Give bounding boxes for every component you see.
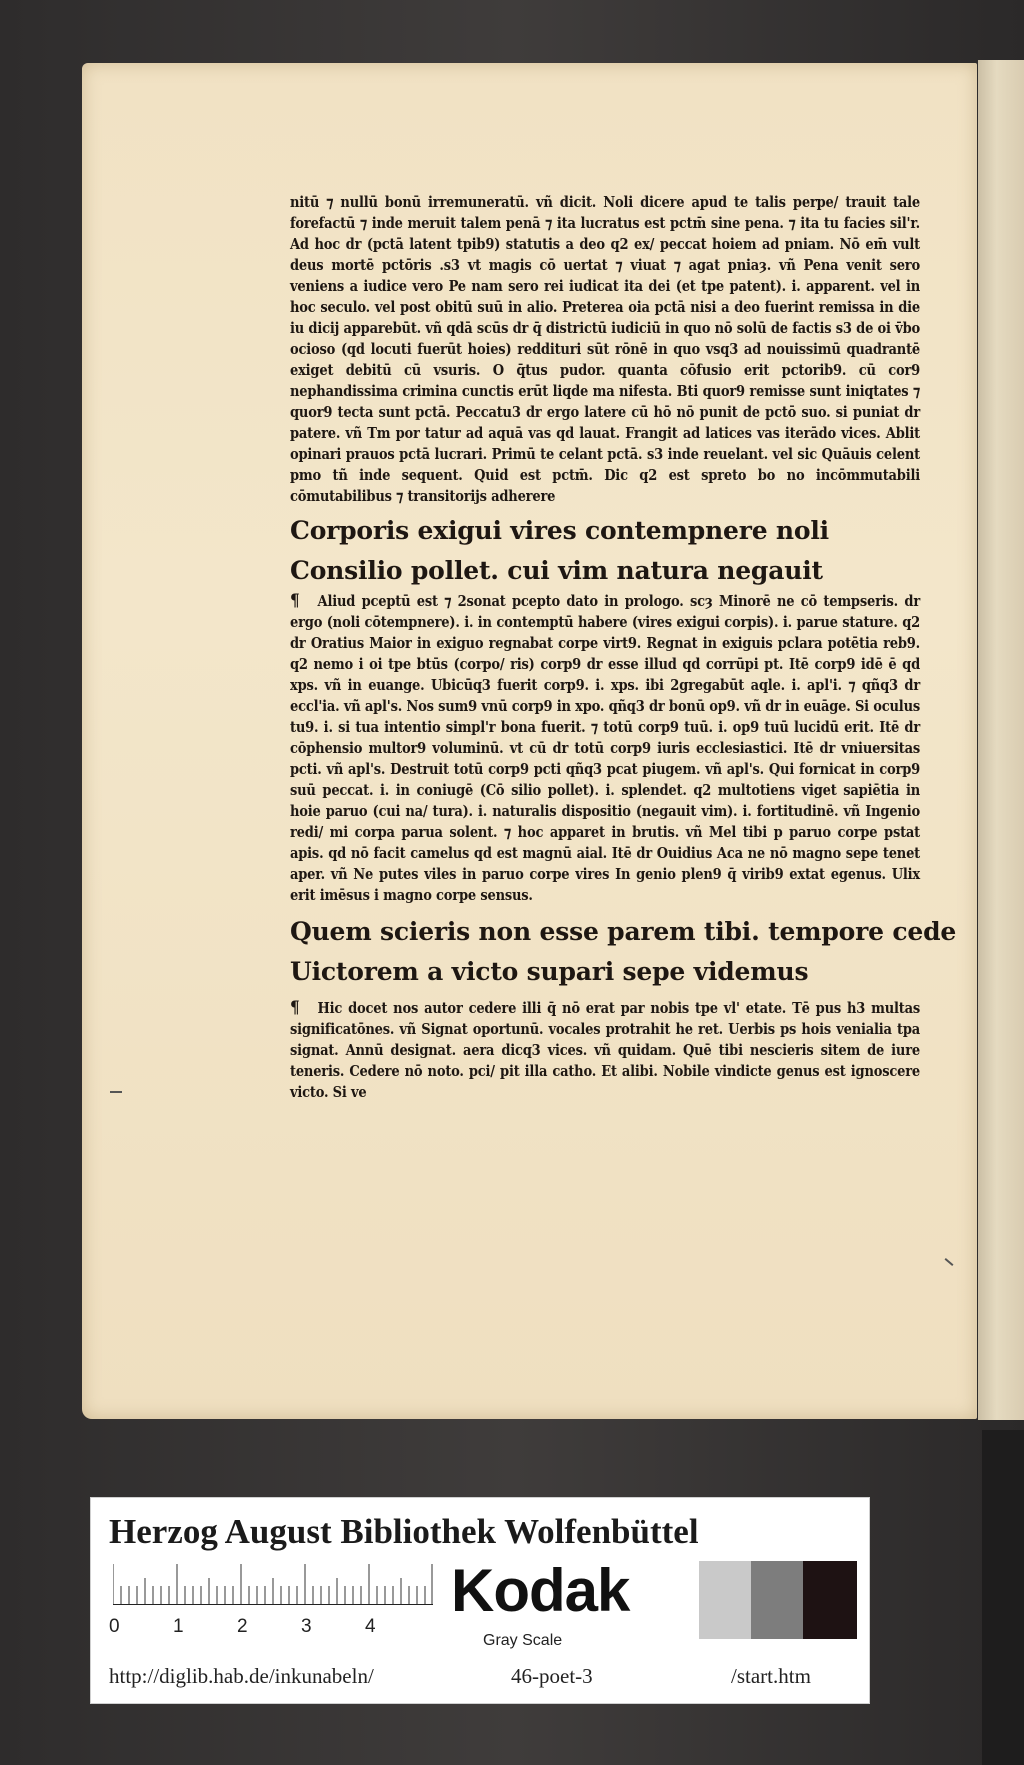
kodak-logo-area xyxy=(441,1557,699,1658)
url-row xyxy=(91,1658,869,1694)
ruler-scale xyxy=(113,1564,433,1605)
next-page-shadow xyxy=(982,1430,1024,1765)
gray-scale-label: Gray Scale xyxy=(483,1632,563,1649)
url-item-id: 46-poet-3 xyxy=(511,1664,593,1688)
pilcrow-icon: ¶ xyxy=(290,591,300,611)
ruler-numbers xyxy=(105,1616,435,1640)
verse-line-2: Consilio pollet. cui vim natura negauit xyxy=(290,556,823,585)
gray-swatch-light xyxy=(699,1561,751,1639)
library-name: Herzog August Bibliothek Wolfenbüttel xyxy=(109,1512,699,1551)
verse-line-1: Corporis exigui vires contempnere noli xyxy=(290,516,829,545)
url-base: http://diglib.hab.de/inkunabeln/ xyxy=(109,1664,374,1688)
commentary-paragraph-2-text: Aliud pceptū est ⁊ 2sonat pcepto dato in prologo. scȝ Minorē ne cō tempseris. dr ergo (noli cōtempnere). i. in contemptū habere (vires exigui corpis). i. parue stature. q2 dr Oratius Maior in exiguo regnabat corpe virt9. Regnat in exiguis pclara potētia reb9. q2 nemo i oi tpe btūs (corpo/ ris) corp9 dr esse illud qd corrūpi pt. Itē corp9 idē ē qd xps. vñ in euange. Ubicūq3 fuerit corp9. i. xps. ibi 2gregabūt aqle. i. apl'i. ⁊ qñq3 dr eccl'ia. vñ apl's. Nos sum9 vnū corp9 in xpo. qñq3 dr bonū op9. vñ dr in euāge. Si oculus tu9. i. si tua intentio simpl'r bona fuerit. ⁊ totū corp9 tuū. i. op9 tuū lucidū erit. Itē dr cōphensio multor9 voluminū. vt cū dr totū corp9 iuris ecclesiastici. Itē dr vniuersitas pcti. vñ apl's. Destruit totū corp9 pcti qñq3 pcat piugem. vñ apl's. Qui fornicat in corp9 suū peccat. i. in coniugē (Cō silio pollet). i. splendet. q2 multotiens viget sapiētia in hoie paruo (cui na/ tura). i. naturalis dispositio (negauit vim). i. fortitudinē. vñ Ingenio redi/ mi corpa parua solent. ⁊ hoc apparet in brutis. vñ Mel tibi p paruo corpe pstat apis. qd nō facit camelus qd est magnū aial. Itē dr Ouidius Aca ne nō magno sepe tenet aper. vñ Ne putes viles in paruo corpe vires In genio plen9 q̄ virib9 extat egenus. Ulix erit imēsus i magno corpe sensus. xyxy=(290,593,920,904)
commentary-paragraph-3 xyxy=(290,998,920,1103)
verse-line-3: Quem scieris non esse parem tibi. tempore cede xyxy=(290,917,957,946)
pilcrow-icon: ¶ xyxy=(290,998,300,1018)
kodak-logo: Kodak xyxy=(451,1557,630,1624)
ink-mark xyxy=(110,1091,122,1093)
next-page-edge xyxy=(978,60,1024,1420)
color-control-card xyxy=(90,1497,870,1704)
commentary-paragraph-3-text: Hic docet nos autor cedere illi q̄ nō erat par nobis tpe vl' etate. Tē pus h3 multas significatōnes. vñ Signat oportunū. vocales protrahit he ret. Uerbis ps hois venialia tpa signat. Annū designat. aera dicq3 vices. vñ quidam. Quē tibi nescieris sitem de iure teneris. Cedere nō noto. pci/ pit illa catho. Et alibi. Nobile vindicte genus est ignoscere victo. Si ve xyxy=(290,1000,920,1101)
gray-swatch-dark xyxy=(803,1561,857,1639)
gray-swatch-mid xyxy=(751,1561,803,1639)
ruler-number: 2 xyxy=(237,1616,248,1637)
verse-line-4: Uictorem a victo supari sepe videmus xyxy=(290,957,809,986)
commentary-paragraph-2 xyxy=(290,591,920,906)
ruler-number: 1 xyxy=(173,1616,184,1637)
ruler-number: 0 xyxy=(109,1616,120,1637)
commentary-paragraph-1: nitū ⁊ nullū bonū irremuneratū. vñ dicit. Noli dicere apud te talis perpe/ trauit tale forefactū ⁊ inde meruit talem penā ⁊ ita lucratus est pctm̄ sine pena. ⁊ ita tu facies sil'r. Ad hoc dr (pctā latent tpib9) statutis a deo q2 ex/ peccat hoiem ad pniam. Nō em̄ vult deus mortē pctōris .s3 vt magis cō uertat ⁊ viuat ⁊ agat pniaȝ. vñ Pena venit sero veniens a iudice vero Pe nam sero rei iudicat ita dei (et tpe patent). i. apparent. vel in hoc seculo. vel post obitū suū in alio. Preterea oia pctā nisi a deo fuerint remissa in die iu dicij apparebūt. vñ qdā scūs dr q̄ districtū iudiciū in quo nō solū de factis s3 de oi v̄bo ocioso (qd locuti fuerūt hoies) reddituri sūt rōnē in quo vsq3 ad nouissimū quadrantē exiget debitū cū vsuris. O q̄tus pudor. quanta cōfusio erit pctorib9. cū cor9 nephandissima crimina cunctis erūt liqde ma nifesta. Bti quor9 remisse sunt iniqtates ⁊ quor9 tecta sunt pctā. Peccatu3 dr ergo latere cū hō nō punit de pctō suo. si puniat dr patere. vñ Tm por tatur ad aquā vas qd lauat. Frangit ad latices vas iterādo vices. Ablit opinari prauos pctā lucrari. Primū te celant pctā. s3 inde reuelant. vel sic Quāuis celent pmo tñ inde sequent. Quid est pctm̄. Dic q2 est spreto bo no incōmmutabili cōmutabilibus ⁊ transitorijs adherere xyxy=(290,194,920,505)
ruler-number: 3 xyxy=(301,1616,312,1637)
ink-mark xyxy=(945,1258,954,1266)
ruler-number: 4 xyxy=(365,1616,376,1637)
url-page: /start.htm xyxy=(731,1664,811,1688)
page-text xyxy=(290,192,957,1103)
